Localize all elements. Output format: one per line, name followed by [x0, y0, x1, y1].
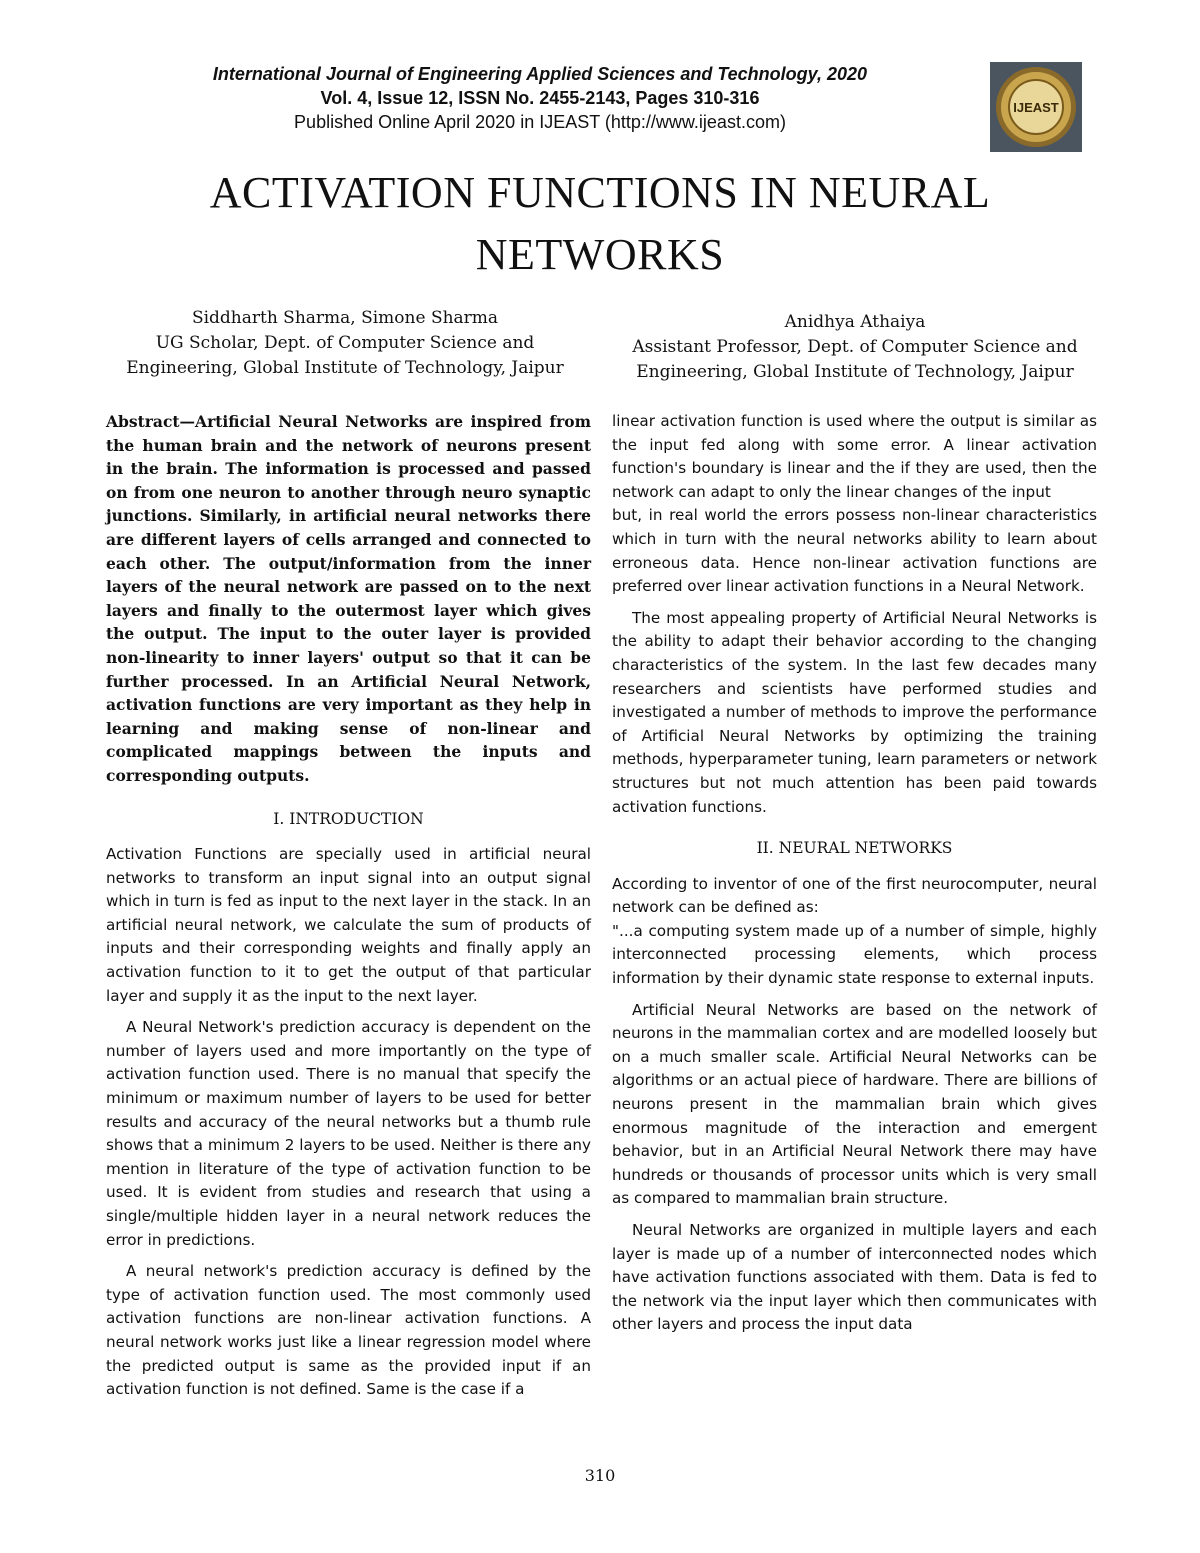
abstract: Abstract—Artificial Neural Networks are inspired from the human brain and the network of neurons present in the brain. The information is processed and passed on from one neuron to another through neuro synaptic junctions. Similarly, in artificial neural networks there are different layers of cells arranged and connected to each other. The output/information from the inner layers of the neural network are passed on to the next layers and finally to the outermost layer which gives the output. The input to the outer layer is provided non-linearity to inner layers' output so that it can be further processed. In an Artificial Neural Network, activation functions are very important as they help in learning and making sense of non-linear and complicated mappings between the inputs and corresponding outputs. [106, 412, 591, 785]
paper-title: ACTIVATION FUNCTIONS IN NEURAL NETWORKS [209, 168, 991, 279]
author-block-left [100, 306, 590, 381]
author-names-left: Siddharth Sharma, Simone Sharma [191, 308, 499, 328]
journal-header [160, 62, 920, 134]
intro-paragraph-3: A neural network's prediction accuracy is defined by the type of activation function used. The most commonly used activation functions are non-linear activation functions. A neural network works just like a linear regression model where the predicted output is same as the provided input if an activation function is not defined. Same is the case if a [106, 1262, 591, 1399]
author-role-left: UG Scholar, Dept. of Computer Science and [155, 333, 535, 353]
right-column [612, 410, 1097, 1345]
section-heading-introduction: I. INTRODUCTION [273, 809, 424, 828]
author-names-right: Anidhya Athaiya [784, 312, 926, 332]
intro-paragraph-2: A Neural Network's prediction accuracy is dependent on the number of layers used and more importantly on the type of activation function used. There is no manual that specify the minimum or maximum number of layers to be used for better results and accuracy of the neural networks but a thumb rule shows that a minimum 2 layers to be used. Neither is there any mention in literature of the type of activation function to be used. It is evident from studies and research that using a single/multiple hidden layer in a neural network reduces the error in predictions. [106, 1018, 591, 1249]
right-paragraph-3: The most appealing property of Artificial Neural Networks is the ability to adapt their behavior according to the changing characteristics of the system. In the last few decades many researchers and scientists have performed studies and investigated a number of methods to improve the performance of Artificial Neural Networks by optimizing the training methods, hyperparameter tuning, learn parameters or network structures but not much attention has been paid towards activation functions. [612, 608, 1097, 816]
journal-name: International Journal of Engineering Applied Sciences and Technology, 2020 [212, 64, 868, 84]
page-number: 310 [584, 1466, 616, 1485]
logo-text: IJEAST [1013, 100, 1059, 115]
right-paragraph-1: linear activation function is used where the output is similar as the input fed along with some error. A linear activation function's boundary is linear and the if they are used, then the network can adapt to only the linear changes of the input [612, 412, 1097, 501]
nn-paragraph-4: Neural Networks are organized in multiple layers and each layer is made up of a number of interconnected nodes which have activation functions associated with them. Data is fed to the network via the input layer which then communicates with other layers and process the input data [612, 1221, 1097, 1334]
author-institution-right: Engineering, Global Institute of Technology, Jaipur [636, 362, 1074, 382]
left-column [106, 410, 591, 1410]
section-heading-neural-networks: II. NEURAL NETWORKS [756, 839, 953, 858]
ijeast-logo [990, 62, 1082, 152]
journal-volume: Vol. 4, Issue 12, ISSN No. 2455-2143, Pages 310-316 [320, 88, 760, 108]
journal-published: Published Online April 2020 in IJEAST (http://www.ijeast.com) [294, 112, 786, 132]
author-block-right [605, 310, 1105, 385]
nn-paragraph-2: "...a computing system made up of a number of simple, highly interconnected processing elements, which process information by their dynamic state response to external inputs. [612, 921, 1097, 988]
author-institution-left: Engineering, Global Institute of Technology, Jaipur [126, 358, 564, 378]
author-role-right: Assistant Professor, Dept. of Computer Science and [632, 337, 1078, 357]
intro-paragraph-1: Activation Functions are specially used in artificial neural networks to transform an input signal into an output signal which in turn is fed as input to the next layer in the stack. In an artificial neural network, we calculate the sum of products of inputs and their corresponding weights and finally apply an activation function to it to get the output of that particular layer and supply it as the input to the next layer. [106, 845, 591, 1005]
nn-paragraph-3: Artificial Neural Networks are based on the network of neurons in the mammalian cortex and are modelled loosely but on a much smaller scale. Artificial Neural Networks can be algorithms or an actual piece of hardware. There are billions of neurons present in the mammalian brain which gives enormous magnitude of the interaction and emergent behavior, but in an Artificial Neural Network there may have hundreds or thousands of processor units which is very small as compared to mammalian brain structure. [612, 1000, 1097, 1208]
right-paragraph-2: but, in real world the errors possess non-linear characteristics which in turn with the neural networks ability to learn about erroneous data. Hence non-linear activation functions are preferred over linear activation functions in a Neural Network. [612, 506, 1097, 596]
nn-paragraph-1: According to inventor of one of the first neurocomputer, neural network can be defined as: [612, 874, 1097, 917]
